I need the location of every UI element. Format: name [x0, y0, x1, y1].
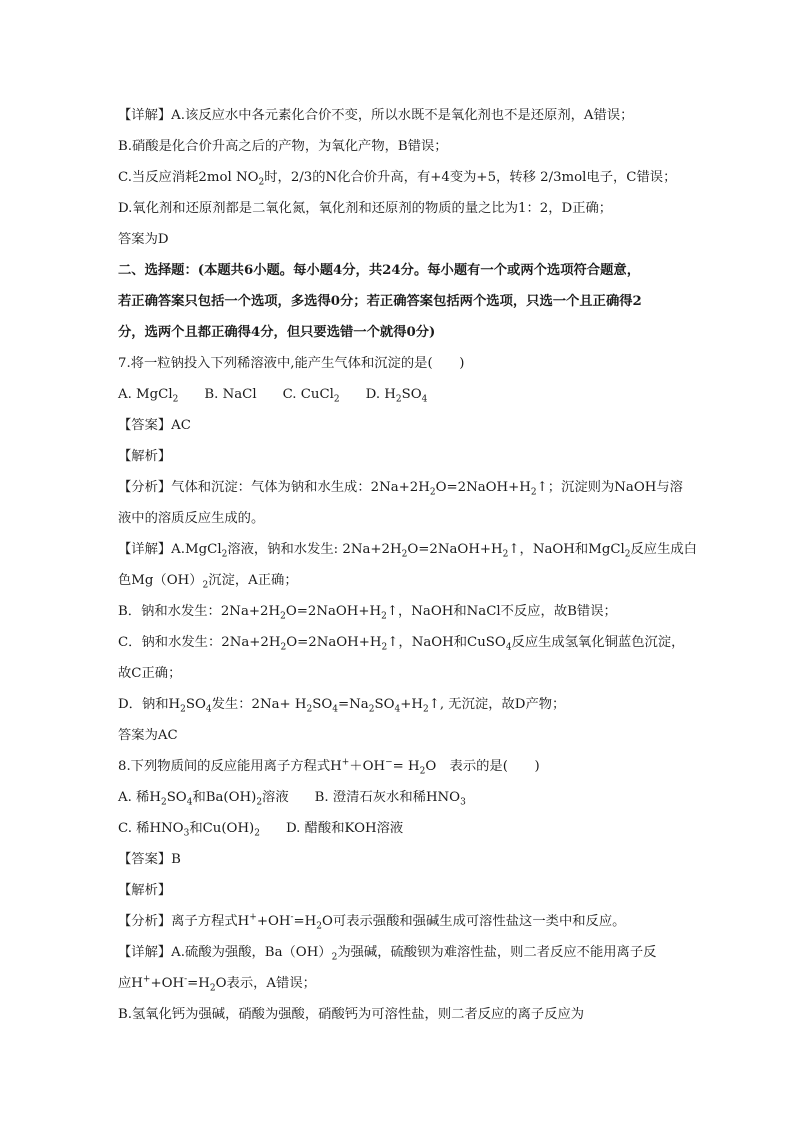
- analysis-8: 【分析】离子方程式$H^++OH^-=H_2O$可表示强酸和强碱生成可溶性盐这一类中和反应。: [118, 912, 626, 932]
- question-7: 7.将一粒钠投入下列稀溶液中,能产生气体和沉淀的是( ): [118, 356, 465, 371]
- explanation-line-b: B.硝酸是化合价升高之后的产物，为氧化产物，B错误；: [118, 139, 448, 154]
- detail-7-d: D．钠和$H_2SO_4$发生：$2Na+ H_2SO_4=Na_2SO_4+H_2↑$, 无沉淀，故D产物；: [118, 697, 566, 715]
- detail-7-b: B．钠和水发生：$2Na+2H_2O=2NaOH+H_2↑$，NaOH和NaCl不反应，故B错误；: [118, 604, 617, 622]
- detail-7-c-line-1: C．钠和水发生：$2Na+2H_2O=2NaOH+H_2↑$，NaOH和CuSO$_4$反应生成氢氧化铜蓝色沉淀，: [118, 635, 685, 653]
- analysis-7-line-1: 【分析】气体和沉淀：气体为钠和水生成：$2Na+2H_2O=2NaOH+H_2↑$；沉淀则为NaOH与溶: [118, 480, 683, 498]
- explanation-line-c: C.当反应消耗2mol $NO_2$时，2/3的N化合价升高，有+4变为+5，转移 2/3mol电子，C错误；: [118, 170, 677, 188]
- document-page: [118, 100, 697, 1030]
- question-7-options: A. MgCl$_2$ B. NaCl C. CuCl$_2$ D. $H_2SO_4$: [118, 387, 428, 405]
- answer-8: 【答案】B: [118, 852, 181, 867]
- explanation-line-d: D.氧化剂和还原剂都是二氧化氮，氧化剂和还原剂的物质的量之比为1：2，D正确；: [118, 201, 613, 216]
- answer-line-7: 答案为AC: [118, 728, 178, 743]
- detail-7-a-line-2: 色$Mg(OH)_2$沉淀，A正确；: [118, 573, 298, 591]
- answer-line-6: 答案为D: [118, 232, 169, 247]
- section-heading-line-2: 若正确答案只包括一个选项，多选得0分；若正确答案包括两个选项，只选一个且正确得2: [118, 294, 642, 309]
- detail-7-c-line-2: 故C正确；: [118, 666, 182, 681]
- detail-8-b: B.氢氧化钙为强碱，硝酸为强酸，硝酸钙为可溶性盐，则二者反应的离子反应为: [118, 1007, 585, 1022]
- detail-8-a-line-2: 应$H^++OH^-=H_2O$表示，A错误；: [118, 974, 316, 994]
- question-8: 8.下列物质间的反应能用离子方程式$H^++OH^-= H_2O$ 表示的是( ): [118, 757, 540, 777]
- analysis-heading-8: 【解析】: [118, 883, 172, 898]
- detail-8-a-line-1: 【详解】A.硫酸为强酸，$Ba(OH)_2$为强碱，硫酸钡为难溶性盐，则二者反应不能用离子反: [118, 945, 657, 963]
- question-8-options-ab: A. 稀$H_2SO_4$和$Ba(OH)_2$溶液 B. 澄清石灰水和稀$HNO_3$: [118, 790, 466, 808]
- question-8-options-cd: C. 稀$HNO_3$和$Cu(OH)_2$ D. 醋酸和KOH溶液: [118, 821, 404, 839]
- section-heading-line-1: 二、选择题：(本题共6小题。每小题4分，共24分。每小题有一个或两个选项符合题意，: [118, 263, 640, 278]
- analysis-7-line-2: 液中的溶质反应生成的。: [118, 511, 265, 526]
- answer-7: 【答案】AC: [118, 418, 191, 433]
- analysis-heading-7: 【解析】: [118, 449, 172, 464]
- section-heading-line-3: 分，选两个且都正确得4分，但只要选错一个就得0分): [118, 325, 436, 340]
- detail-7-a-line-1: 【详解】A.MgCl$_2$溶液，钠和水发生: $2Na+2H_2O=2NaOH+H_2↑$，NaOH和MgCl$_2$反应生成白: [118, 542, 697, 560]
- explanation-line-a: 【详解】A.该反应水中各元素化合价不变，所以水既不是氧化剂也不是还原剂，A错误；: [118, 108, 634, 123]
